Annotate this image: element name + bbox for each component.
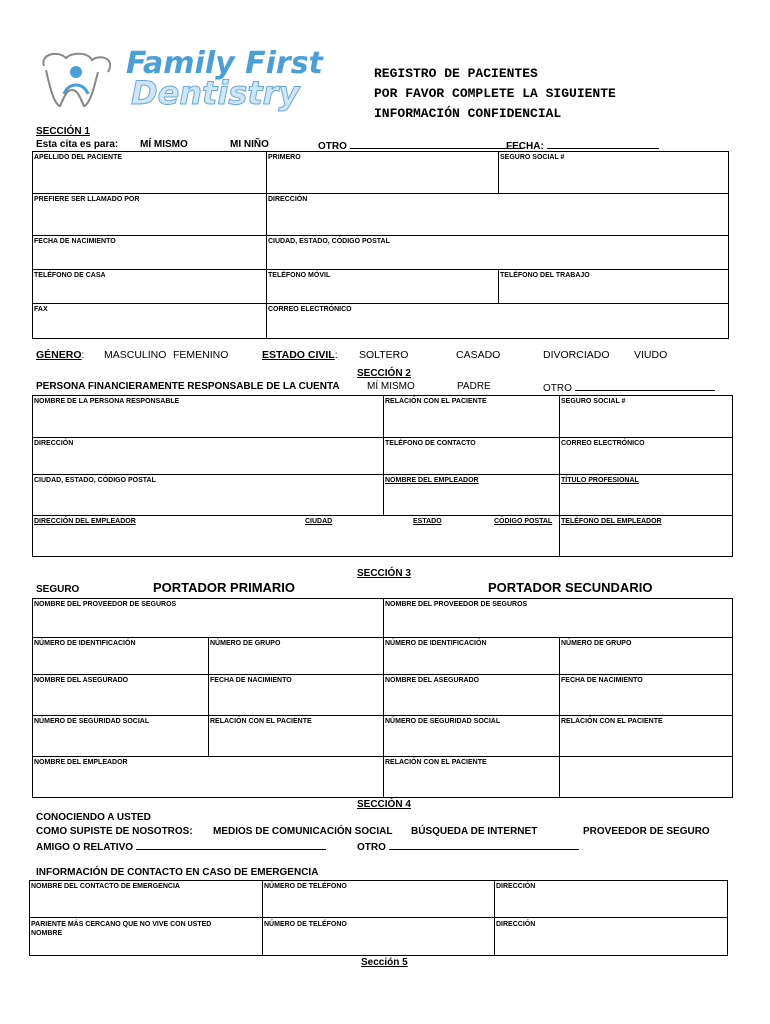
cell-s2-direccion[interactable] xyxy=(32,437,384,475)
label-s2-ciudad: CIUDAD, ESTADO, CÓDIGO POSTAL xyxy=(34,477,156,484)
label-s3-grupo-1: NÚMERO DE GRUPO xyxy=(210,640,281,647)
label-s2-empleador: NOMBRE DEL EMPLEADOR xyxy=(385,477,479,484)
label-s3-id-2: NÚMERO DE IDENTIFICACIÓN xyxy=(385,640,487,647)
option-casado[interactable]: CASADO xyxy=(456,349,501,361)
cita-label: Esta cita es para: xyxy=(36,139,119,150)
label-s2-correo: CORREO ELECTRÓNICO xyxy=(561,440,645,447)
cell-pariente-tel[interactable] xyxy=(262,917,495,956)
otro-line[interactable] xyxy=(350,139,522,149)
cell-s2-nombre[interactable] xyxy=(32,395,384,438)
option-divorciado[interactable]: DIVORCIADO xyxy=(543,349,610,361)
cell-s3-prov-2[interactable] xyxy=(383,598,733,638)
cell-s3-rel-emp-2[interactable] xyxy=(383,756,560,798)
label-em-nombre: NOMBRE DEL CONTACTO DE EMERGENCIA xyxy=(31,883,180,890)
label-s2-tel-empleador: TELÉFONO DEL EMPLEADOR xyxy=(561,518,662,525)
cell-pariente[interactable] xyxy=(29,917,263,956)
label-correo: CORREO ELECTRÓNICO xyxy=(268,306,352,313)
cell-s2-ciudad[interactable] xyxy=(32,474,384,516)
section-1-title: SECCIÓN 1 xyxy=(36,126,90,137)
label-pariente-dir: DIRECCIÓN xyxy=(496,921,536,928)
seguro-label: SEGURO xyxy=(36,584,80,595)
label-s2-direccion: DIRECCIÓN xyxy=(34,440,74,447)
genero-label: GÉNERO xyxy=(36,349,82,361)
label-s3-aseg-1: NOMBRE DEL ASEGURADO xyxy=(34,677,129,684)
header-line2: POR FAVOR COMPLETE LA SIGUIENTE xyxy=(374,86,616,101)
cell-tel-casa[interactable] xyxy=(32,269,267,304)
label-s2-nombre: NOMBRE DE LA PERSONA RESPONSABLE xyxy=(34,398,180,405)
label-s2-estado: ESTADO xyxy=(413,518,442,525)
cell-s3-rel-1[interactable] xyxy=(208,715,384,757)
genero-row: GÉNERO: xyxy=(36,349,85,361)
label-s3-ssn-2: NÚMERO DE SEGURIDAD SOCIAL xyxy=(385,718,501,725)
label-s3-rel-1: RELACIÓN CON EL PACIENTE xyxy=(210,718,312,725)
cell-s3-emp-1[interactable] xyxy=(32,756,384,798)
como-supiste-label: COMO SUPISTE DE NOSOTROS: xyxy=(36,826,193,837)
cell-s2-tel-empleador[interactable] xyxy=(559,515,733,557)
cell-s2-ssn[interactable] xyxy=(559,395,733,438)
cell-ssn[interactable] xyxy=(498,151,729,194)
cell-s3-aseg-2[interactable] xyxy=(383,674,560,716)
option-s4-otro[interactable] xyxy=(357,840,579,853)
section-4-title: SECCIÓN 4 xyxy=(357,799,411,810)
label-s3-prov-1: NOMBRE DEL PROVEEDOR DE SEGUROS xyxy=(34,601,177,608)
fecha-label: FECHA xyxy=(506,141,541,152)
header-line1: REGISTRO DE PACIENTES xyxy=(374,66,538,81)
portador-primario-title: PORTADOR PRIMARIO xyxy=(153,580,296,595)
estado-civil-row: ESTADO CIVIL: xyxy=(262,349,338,361)
cell-correo[interactable] xyxy=(266,303,729,339)
section-2-title: SECCIÓN 2 xyxy=(357,368,411,379)
cell-s3-id-1[interactable] xyxy=(32,637,209,675)
fecha-line[interactable] xyxy=(547,139,659,149)
label-s3-id-1: NÚMERO DE IDENTIFICACIÓN xyxy=(34,640,136,647)
cell-s2-relacion[interactable] xyxy=(383,395,560,438)
label-ciudad: CIUDAD, ESTADO, CÓDIGO POSTAL xyxy=(268,238,390,245)
label-s3-aseg-2: NOMBRE DEL ASEGURADO xyxy=(385,677,480,684)
label-s2-cp: CÓDIGO POSTAL xyxy=(494,518,553,525)
cell-direccion[interactable] xyxy=(266,193,729,236)
cell-s3-nac-1[interactable] xyxy=(208,674,384,716)
option-masculino[interactable]: MASCULINO xyxy=(104,349,167,361)
label-s3-emp-1: NOMBRE DEL EMPLEADOR xyxy=(34,759,128,766)
label-s3-ssn-1: NÚMERO DE SEGURIDAD SOCIAL xyxy=(34,718,150,725)
label-tel-casa: TELÉFONO DE CASA xyxy=(34,272,106,279)
label-s3-nac-2: FECHA DE NACIMIENTO xyxy=(561,677,643,684)
cell-s3-aseg-1[interactable] xyxy=(32,674,209,716)
cell-s2-empleador[interactable] xyxy=(383,474,560,516)
cell-apellido[interactable] xyxy=(32,151,267,194)
cell-s2-dir-empleador[interactable] xyxy=(32,515,560,557)
option-soltero[interactable]: SOLTERO xyxy=(359,349,409,361)
otro-label: OTRO xyxy=(318,141,347,152)
cell-nacimiento[interactable] xyxy=(32,235,267,270)
cell-pariente-dir[interactable] xyxy=(494,917,728,956)
option-amigo[interactable] xyxy=(36,840,326,853)
emergencia-title: INFORMACIÓN DE CONTACTO EN CASO DE EMERGENCIA xyxy=(36,867,319,878)
label-tel-movil: TELÉFONO MÓVIL xyxy=(268,272,331,279)
s4-otro-label: OTRO xyxy=(357,842,386,853)
cell-s3-id-2[interactable] xyxy=(383,637,560,675)
cell-tel-movil[interactable] xyxy=(266,269,499,304)
amigo-line[interactable] xyxy=(136,840,326,850)
fecha-field[interactable]: FECHA: xyxy=(506,139,659,152)
label-pariente-nombre: NOMBRE xyxy=(31,930,63,937)
cell-ciudad[interactable] xyxy=(266,235,729,270)
persona-responsable-label: PERSONA FINANCIERAMENTE RESPONSABLE DE LA CUENTA xyxy=(36,381,340,392)
label-s2-relacion: RELACIÓN CON EL PACIENTE xyxy=(385,398,487,405)
cell-s3-grupo-2[interactable] xyxy=(559,637,733,675)
s2-otro-label: OTRO xyxy=(543,383,572,394)
label-s3-nac-1: FECHA DE NACIMIENTO xyxy=(210,677,292,684)
amigo-label: AMIGO O RELATIVO xyxy=(36,842,134,853)
cell-s3-blank-2[interactable] xyxy=(559,756,733,798)
cell-tel-trabajo[interactable] xyxy=(498,269,729,304)
option-s2-padre[interactable]: PADRE xyxy=(457,381,491,392)
option-femenino[interactable]: FEMENINO xyxy=(173,349,229,361)
label-s3-rel-2: RELACIÓN CON EL PACIENTE xyxy=(561,718,663,725)
tooth-family-icon xyxy=(36,48,122,110)
label-pariente-tel: NÚMERO DE TELÉFONO xyxy=(264,921,347,928)
option-busqueda[interactable]: BÚSQUEDA DE INTERNET xyxy=(411,826,538,837)
cell-s3-ssn-2[interactable] xyxy=(383,715,560,757)
cell-em-tel[interactable] xyxy=(262,880,495,918)
cell-s3-prov-1[interactable] xyxy=(32,598,384,638)
s4-otro-line[interactable] xyxy=(389,840,579,850)
cell-s2-titulo[interactable] xyxy=(559,474,733,516)
option-mi-nino[interactable]: MI NIÑO xyxy=(230,139,269,150)
cell-s3-rel-2[interactable] xyxy=(559,715,733,757)
estado-civil-label: ESTADO CIVIL xyxy=(262,349,335,361)
label-s3-rel-emp-2: RELACIÓN CON EL PACIENTE xyxy=(385,759,487,766)
cell-s3-nac-2[interactable] xyxy=(559,674,733,716)
label-fax: FAX xyxy=(34,306,48,313)
label-s3-prov-2: NOMBRE DEL PROVEEDOR DE SEGUROS xyxy=(385,601,528,608)
section-3-title: SECCIÓN 3 xyxy=(357,568,411,579)
cell-em-dir[interactable] xyxy=(494,880,728,918)
option-mi-mismo[interactable]: MÍ MISMO xyxy=(140,139,188,150)
label-direccion: DIRECCIÓN xyxy=(268,196,308,203)
section-5-title: Sección 5 xyxy=(361,957,408,968)
s2-otro-line[interactable] xyxy=(575,381,715,391)
label-s2-dir-empleador: DIRECCIÓN DEL EMPLEADOR xyxy=(34,518,136,525)
cell-s3-ssn-1[interactable] xyxy=(32,715,209,757)
label-s3-grupo-2: NÚMERO DE GRUPO xyxy=(561,640,632,647)
label-nacimiento: FECHA DE NACIMIENTO xyxy=(34,238,116,245)
option-s2-otro[interactable] xyxy=(543,381,715,394)
label-s2-tel: TELÉFONO DE CONTACTO xyxy=(385,440,476,447)
portador-secundario-title: PORTADOR SECUNDARIO xyxy=(488,580,653,595)
label-s2-titulo: TÍTULO PROFESIONAL xyxy=(561,477,639,484)
option-viudo[interactable]: VIUDO xyxy=(634,349,668,361)
cell-s2-tel[interactable] xyxy=(383,437,560,475)
logo-line1: Family First xyxy=(126,46,323,81)
label-primero: PRIMERO xyxy=(268,154,301,161)
label-ssn: SEGURO SOCIAL # xyxy=(500,154,565,161)
cell-em-nombre[interactable] xyxy=(29,880,263,918)
label-pariente: PARIENTE MÁS CERCANO QUE NO VIVE CON USTED xyxy=(31,921,212,928)
logo-line2: Dentistry xyxy=(131,74,300,112)
label-tel-trabajo: TELÉFONO DEL TRABAJO xyxy=(500,272,590,279)
cell-prefiere[interactable] xyxy=(32,193,267,236)
label-s2-ssn: SEGURO SOCIAL # xyxy=(561,398,626,405)
cell-s2-correo[interactable] xyxy=(559,437,733,475)
label-em-tel: NÚMERO DE TELÉFONO xyxy=(264,883,347,890)
logo xyxy=(36,46,366,112)
header-line3: INFORMACIÓN CONFIDENCIAL xyxy=(374,106,562,121)
cell-primero[interactable] xyxy=(266,151,499,194)
label-apellido: APELLIDO DEL PACIENTE xyxy=(34,154,123,161)
label-s2-ciudad2: CIUDAD xyxy=(305,518,333,525)
conociendo-label: CONOCIENDO A USTED xyxy=(36,812,151,823)
label-em-dir: DIRECCIÓN xyxy=(496,883,536,890)
option-proveedor[interactable]: PROVEEDOR DE SEGURO xyxy=(583,826,710,837)
label-prefiere: PREFIERE SER LLAMADO POR xyxy=(34,196,140,203)
cell-fax[interactable] xyxy=(32,303,267,339)
option-medios[interactable]: MEDIOS DE COMUNICACIÓN SOCIAL xyxy=(213,826,393,837)
cell-s3-grupo-1[interactable] xyxy=(208,637,384,675)
option-s2-mi-mismo[interactable]: MÍ MISMO xyxy=(367,381,415,392)
